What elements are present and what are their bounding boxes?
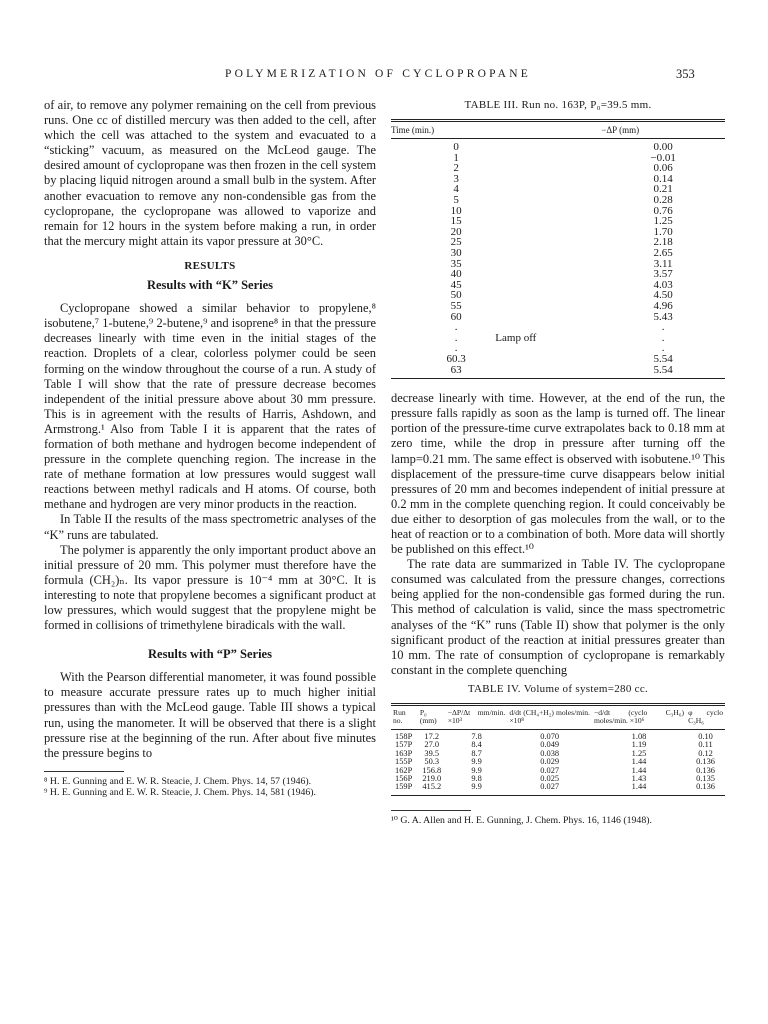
table-cell: 50 (450, 289, 462, 302)
table-cell: 163P (395, 748, 413, 758)
table-row (391, 783, 725, 791)
page-number: 353 (676, 67, 695, 81)
table-cell: 5.54 (653, 352, 673, 365)
table-cell: 50.3 (424, 757, 440, 767)
table-cell: 156.8 (422, 765, 442, 775)
table-cell: 27.0 (424, 740, 440, 750)
table-row (391, 216, 725, 227)
table-cell: 0.10 (698, 732, 713, 742)
table-cell: 5.54 (653, 363, 673, 376)
table-cell: 0.11 (698, 740, 713, 750)
table-cell: 158P (395, 732, 413, 742)
table-cell: 1.44 (631, 757, 647, 767)
table-caption: TABLE III. Run no. 163P, P₀=39.5 mm. (464, 99, 652, 111)
table-cell: 3.57 (653, 268, 673, 281)
table-cell: 0.76 (653, 204, 673, 217)
table-cell: 4 (453, 183, 459, 196)
table-row (391, 343, 725, 354)
table-row (391, 312, 725, 323)
paragraph: of air, to remove any polymer remaining on the cell from previous runs. One cc of distilled mercury was then added to the cell, after which the cell was attached to the system and evacuated to a “sticking” vacuum, as measured on the McLeod gauge. The desired amount of cyclopropane was then frozen in the cell system by placing liquid nitrogen around a small bulb in the system. After another evacuation to remove any non-condensible gas from the cyclopropane, the cyclopropane was allowed to vaporize and remain for 12 hours in the system before making a run, in order that the mercury might attain its vapor pressure at 30°C. (44, 98, 376, 248)
table-row (391, 206, 725, 217)
table-cell: 55 (450, 300, 462, 312)
table-cell: 60 (450, 310, 462, 323)
table-cell: 1.25 (653, 215, 673, 228)
table-cell: . (454, 331, 458, 344)
table-cell: 0.025 (540, 774, 560, 784)
table-row (391, 365, 725, 376)
footnote: ⁹ H. E. Gunning and E. W. R. Steacie, J. Chem. Phys. 14, 581 (1946). (44, 786, 316, 798)
table-cell: 0.136 (696, 757, 715, 767)
table-cell: 1.44 (631, 765, 647, 775)
table-cell: 4.50 (653, 289, 673, 302)
table-cell: 162P (395, 765, 413, 775)
table-row (391, 301, 725, 312)
column-header: φ cyclo C₃H₆ (688, 708, 723, 726)
paragraph: decrease linearly with time. However, at the end of the run, the pressure falls rapidly as soon as the lamp is turned off. The linear portion of the pressure-time curve extrapolates back to 0.18 mm at zero time, while the drop in pressure after turning off the lamp=0.21 mm. The same effect is observed with isobutene.¹⁰ This displacement of the pressure-time curve disappears below initial pressures of 20 mm and becomes independent of initial pressure at 0.2 mm in the complete quenching region. It could conceivably be due either to desorption of gas molecules from the wall, or to the heat of reaction or to a combination of both. More data will shortly be published on this effect.¹⁰ (391, 391, 725, 557)
table-cell: 0.12 (698, 748, 713, 758)
table-cell: 0.06 (653, 162, 673, 175)
column-header: Time (min.) (391, 125, 435, 136)
table-row (391, 269, 725, 280)
table-cell: 1.43 (631, 774, 647, 784)
table-cell: 3.11 (653, 257, 673, 270)
table-cell: 0 (453, 141, 459, 154)
footnote: ⁸ H. E. Gunning and E. W. R. Steacie, J. Chem. Phys. 14, 57 (1946). (44, 775, 312, 787)
table-cell: 35 (450, 257, 462, 270)
right-column (391, 98, 725, 826)
footnote-rule (44, 771, 124, 772)
table-cell (495, 331, 725, 344)
table-cell: 39.5 (424, 748, 440, 758)
table-cell: 5 (453, 194, 459, 207)
table-cell: 0.21 (653, 183, 673, 196)
table-cell: . (661, 321, 665, 334)
footnote: ¹⁰ G. A. Allen and H. E. Gunning, J. Chem. Phys. 16, 1146 (1948). (391, 814, 652, 826)
table-cell: 9.9 (471, 782, 482, 792)
table-cell: 0.28 (653, 194, 673, 207)
table-cell: −0.01 (650, 151, 676, 164)
table-cell: 159P (395, 782, 413, 792)
table-cell: 45 (450, 278, 462, 291)
table-cell: 9.9 (471, 757, 482, 767)
table-cell: 0.049 (540, 740, 560, 750)
table-cell: 415.2 (422, 782, 442, 792)
table-cell: 2 (453, 162, 459, 175)
table-cell: 0.029 (540, 757, 560, 767)
table-cell: 20 (450, 225, 462, 238)
table-cell: 2.18 (653, 236, 673, 249)
section-heading: RESULTS (184, 259, 236, 272)
table-cell: 60.3 (446, 352, 466, 365)
table-cell: 0.14 (653, 172, 673, 185)
paragraph: In Table II the results of the mass spectrometric analyses of the “K” runs are tabulated. (44, 512, 376, 542)
table-cell: 1.25 (631, 748, 647, 758)
paragraph: With the Pearson differential manometer, it was found possible to measure accurate pressure rates up to much higher initial pressures than with the McLeod gauge. Table III shows a typical run, using the manometer. It will be observed that there is a slight pressure rise at the beginning of the run. After about five minutes the pressure begins to (44, 670, 376, 760)
paragraph: The rate data are summarized in Table IV. The cyclopropane consumed was calculated from the pressure changes, corrections being applied for the non-condensible gas formed during the run. This method of calculation is valid, since the mass spectrometric analyses of the “K” runs (Table II) show that polymer is the only significant product of the reaction at initial pressures greater than 10 mm. The rate of consumption of cyclopropane is remarkably constant in the complete quenching (391, 557, 725, 677)
table-cell: 0.027 (540, 782, 560, 792)
footnotes (391, 810, 725, 826)
table-row (391, 184, 725, 195)
table-cell: . (454, 321, 458, 334)
column-header: −ΔP (mm) (601, 125, 640, 136)
table-cell: 1.44 (631, 782, 647, 792)
subsection-heading: Results with “P” Series (148, 647, 272, 662)
table-cell: 3 (453, 172, 459, 185)
footnotes (44, 771, 376, 798)
table-cell: 7.8 (471, 732, 482, 742)
table-cell: 219.0 (422, 774, 442, 784)
left-column (44, 98, 376, 798)
column-header: d/dt (CH₄+H₂) moles/min. ×10⁸ (509, 708, 590, 726)
table-cell: 2.65 (653, 247, 673, 260)
table-row (391, 237, 725, 248)
table-cell: 40 (450, 268, 462, 281)
column-header: −ΔP/Δt mm/min. ×10³ (447, 708, 506, 726)
table-cell: 63 (450, 363, 462, 376)
footnote-rule (391, 810, 471, 811)
column-header: Run no. (393, 708, 406, 726)
table-rule (391, 729, 725, 730)
table-cell: 0.070 (540, 732, 560, 742)
table-cell: . (454, 342, 458, 355)
table-cell: 1.19 (631, 740, 647, 750)
table-row (391, 195, 725, 206)
data-table (391, 706, 725, 792)
table-cell: 155P (395, 757, 413, 767)
table-cell: 8.4 (471, 740, 482, 750)
table-cell: 4.96 (653, 300, 673, 312)
table-row (391, 259, 725, 270)
table-rule (391, 378, 725, 379)
table-cell: 1.08 (631, 732, 647, 742)
table-cell: 10 (450, 204, 462, 217)
table-row (391, 322, 725, 333)
lamp-off-note: Lamp off (495, 331, 537, 344)
table-caption: TABLE IV. Volume of system=280 cc. (467, 682, 649, 695)
table-cell: 0.038 (540, 748, 560, 758)
table-row (391, 333, 725, 344)
running-title: POLYMERIZATION OF CYCLOPROPANE (225, 68, 531, 80)
table-cell: 157P (395, 740, 413, 750)
table-cell: 30 (450, 247, 462, 260)
table-row (391, 227, 725, 238)
table-cell: 4.03 (653, 278, 673, 291)
table-row (391, 290, 725, 301)
table-cell: 5.43 (653, 310, 673, 323)
table-cell: 15 (450, 215, 462, 228)
table-rule (391, 138, 725, 139)
table-cell: 25 (450, 236, 462, 249)
column-header: −d/dt (cyclo C₃H₆) moles/min. ×10⁶ (593, 708, 685, 726)
running-header (0, 68, 768, 84)
table-row (391, 248, 725, 259)
table-cell: 9.8 (471, 774, 482, 784)
table-cell-value: . (661, 331, 665, 344)
table-cell: 0.135 (696, 774, 715, 784)
subsection-heading: Results with “K” Series (146, 278, 274, 293)
table-cell: 0.136 (696, 782, 715, 792)
column-header: P₀ (mm) (419, 708, 437, 726)
table-row (391, 174, 725, 185)
table-cell: 0.027 (540, 765, 560, 775)
table-rule (391, 795, 725, 796)
paragraph: The polymer is apparently the only important product above an initial pressure of 20 mm. This polymer must therefore have the formula (CH₂)ₙ. Its vapor pressure is 10⁻⁴ mm at 30°C. It is interesting to note that propylene becomes a significant product at low pressures, which would suggest that the propylene might be formed in collisions of trimethylene biradicals with the wall. (44, 542, 376, 633)
table-cell: 1.70 (653, 225, 673, 238)
table-cell: 17.2 (424, 732, 440, 742)
table-cell: 9.9 (471, 765, 482, 775)
table-row (391, 163, 725, 174)
table-cell: 8.7 (471, 748, 482, 758)
table-row (391, 280, 725, 291)
paragraph: Cyclopropane showed a similar behavior to propylene,⁸ isobutene,⁷ 1-butene,⁹ 2-butene,⁹ and isoprene⁸ in that the pressure decreases linearly with time even in the initial stages of the reaction. Droplets of a clear, colorless polymer could be seen forming on the window throughout the course of a run. A study of Table I will show that the rate of pressure decrease becomes independent of the initial pressure above about 30 mm pressure. This is in agreement with the results of Harris, Ashdown, and Armstrong.¹ Also from Table I it is apparent that the rates of formation of both methane and hydrogen become independent of pressure in the complete quenching region. The increase in the rate of methane formation at low pressures would suggest wall reactions between methyl radicals and H atoms. Of course, both methane and hydrogen are very minor products in the reaction. (44, 301, 376, 512)
table-cell: 0.136 (696, 765, 715, 775)
data-table (391, 122, 725, 375)
table-cell: . (661, 342, 665, 355)
table-cell: 156P (395, 774, 413, 784)
table-row (391, 153, 725, 164)
table-cell: 0.00 (653, 141, 673, 154)
table-row (391, 354, 725, 365)
table-cell: 1 (453, 151, 459, 164)
